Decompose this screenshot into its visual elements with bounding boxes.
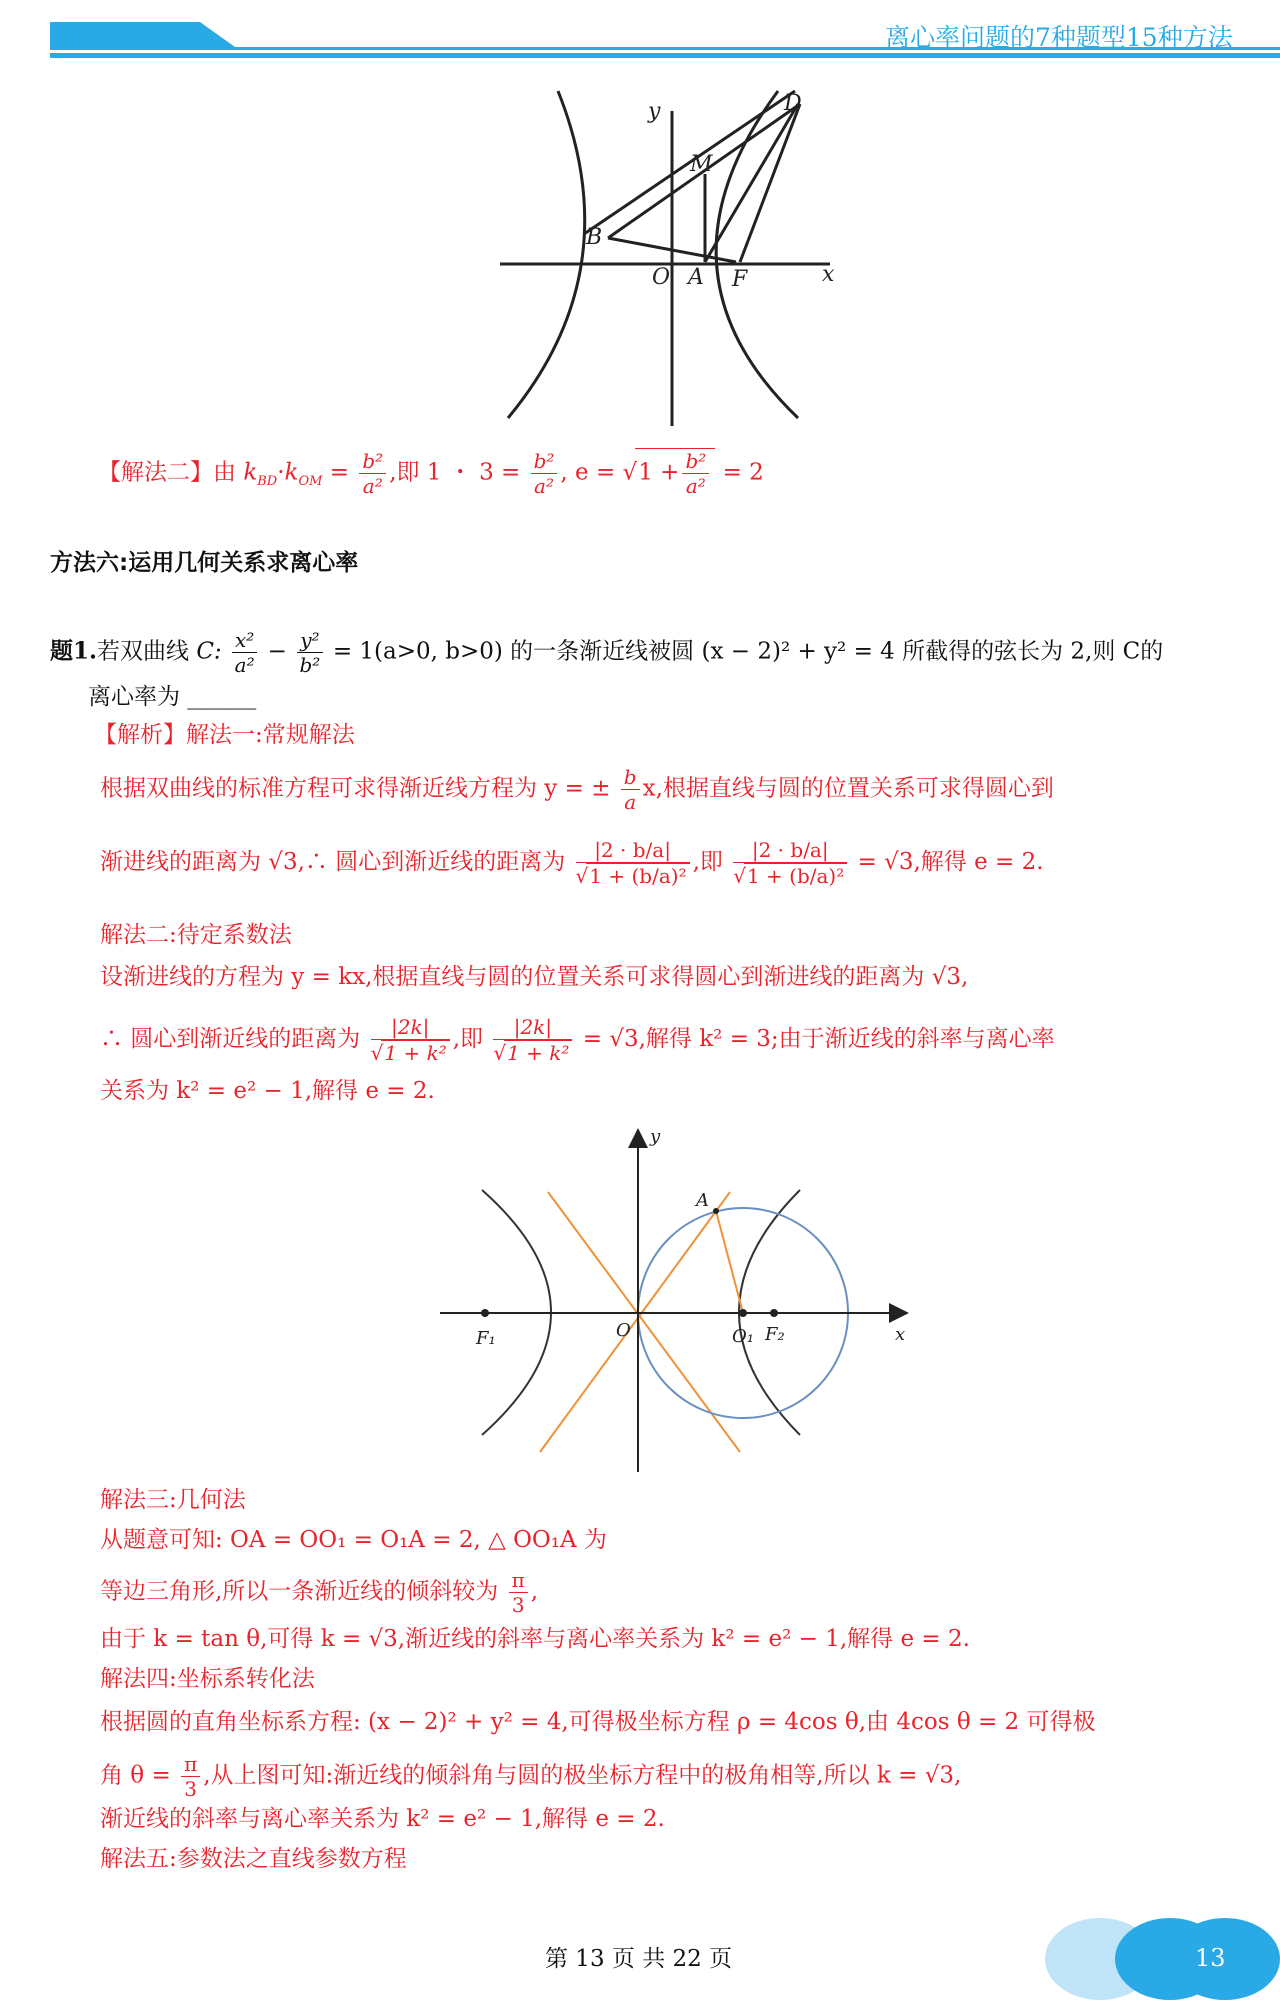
fig1-label-D: D: [784, 91, 802, 116]
fig1-label-F: F: [732, 267, 748, 292]
fig1-label-M: M: [690, 152, 713, 177]
question-line-2: 离心率为 ______: [88, 684, 257, 710]
analysis-method-1-title: 【解析】解法一:常规解法: [94, 722, 355, 748]
analysis-m4-title: 解法四:坐标系转化法: [100, 1666, 315, 1692]
analysis-label: 【解析】: [94, 722, 186, 748]
analysis-m2-title: 解法二:待定系数法: [100, 922, 292, 948]
analysis-m2-line-3: 关系为 k² = e² − 1,解得 e = 2.: [100, 1078, 435, 1104]
hyperbola-figure-1: [500, 86, 860, 432]
fig2-label-x: x: [895, 1324, 906, 1345]
fig2-label-F2: F₂: [765, 1324, 785, 1345]
fig1-label-B: B: [586, 225, 603, 250]
analysis-m2-line-1: 设渐进线的方程为 y = kx,根据直线与圆的位置关系可求得圆心到渐进线的距离为 √3,: [100, 964, 969, 990]
analysis-m1-line-1: 根据双曲线的标准方程可求得渐近线方程为 y = ± $\frac{b}{a}$ x,根据直线与圆的位置关系可求得圆心到: [100, 765, 1054, 814]
analysis-m5-title: 解法五:参数法之直线参数方程: [100, 1846, 407, 1872]
analysis-m3-title: 解法三:几何法: [100, 1487, 246, 1513]
solution-2-line: 【解法二】由 $k_{BD}\cdot k_{OM}$ = $\frac{\text{b²}}{\text{a²}}$ ,即 1 ・ 3 = $\frac{\text{b²}}{\text{a²}}$ , e = √1 + $\frac{\text{b²}}{\text{a²}}$ = 2: [98, 449, 764, 498]
fig2-label-O1: O₁: [732, 1326, 754, 1347]
analysis-m4-line-3: 渐近线的斜率与离心率关系为 k² = e² − 1,解得 e = 2.: [100, 1806, 665, 1832]
fig2-label-A: A: [696, 1190, 709, 1211]
fig1-label-x: x: [822, 262, 835, 287]
analysis-m2-line-2: ∴ 圆心到渐近线的距离为 $\frac{|2k|}{\text{√1 + k²}}$ ,即 $\frac{|2k|}{\text{√1 + k²}}$ = √3,解得 k² = 3;由于渐近线的斜率与离心率: [100, 1015, 1055, 1065]
fig1-label-y: y: [648, 99, 661, 124]
fig2-label-y: y: [650, 1126, 661, 1147]
fig2-label-O: O: [616, 1320, 631, 1341]
analysis-m1-line-2: 渐进线的距离为 √3,∴ 圆心到渐近线的距离为 $\frac{|2 \cdot b/a|}{\text{√1 + (b/a)²}}$ ,即 $\frac{|2 \cdot b/a|}{\text{√1 + (b/a)²}}$ = √3,解得 e = 2.: [100, 838, 1044, 888]
fig1-label-A: A: [688, 265, 704, 290]
question-number: 题1.: [50, 637, 98, 665]
page-number: 13: [1195, 1944, 1226, 1972]
analysis-m3-line-3: 由于 k = tan θ,可得 k = √3,渐近线的斜率与离心率关系为 k² = e² − 1,解得 e = 2.: [100, 1626, 970, 1652]
hyperbola-circle-figure-2: [440, 1120, 920, 1480]
header-title: 离心率问题的7种题型15种方法: [885, 23, 1233, 52]
analysis-m3-line-1: 从题意可知: OA = OO₁ = O₁A = 2, △ OO₁A 为: [100, 1527, 607, 1553]
section-title: 方法六:运用几何关系求离心率: [50, 550, 359, 576]
question-line-1: 题1.若双曲线 C: $\frac{\text{x²}}{\text{a²}}$ − $\frac{\text{y²}}{\text{b²}}$ = 1(a>0, b>0) 的一条渐近线被圆 (x − 2)² + y² = 4 所截得的弦长为 2,则 C的: [50, 628, 1164, 677]
solution-2-label: 【解法二】: [98, 459, 213, 486]
fig2-label-F1: F₁: [476, 1328, 496, 1349]
analysis-m3-line-2: 等边三角形,所以一条渐近线的倾斜较为 $\frac{\pi}{3}$ ,: [100, 1568, 539, 1617]
fig1-label-O: O: [652, 265, 671, 290]
analysis-m4-line-2: 角 θ = $\frac{\pi}{3}$ ,从上图可知:渐近线的倾斜角与圆的极坐标方程中的极角相等,所以 k = √3,: [100, 1752, 962, 1801]
analysis-m4-line-1: 根据圆的直角坐标系方程: (x − 2)² + y² = 4,可得极坐标方程 ρ = 4cos θ,由 4cos θ = 2 可得极: [100, 1709, 1096, 1735]
page-footer: 第 13 页 共 22 页: [545, 1946, 733, 1972]
